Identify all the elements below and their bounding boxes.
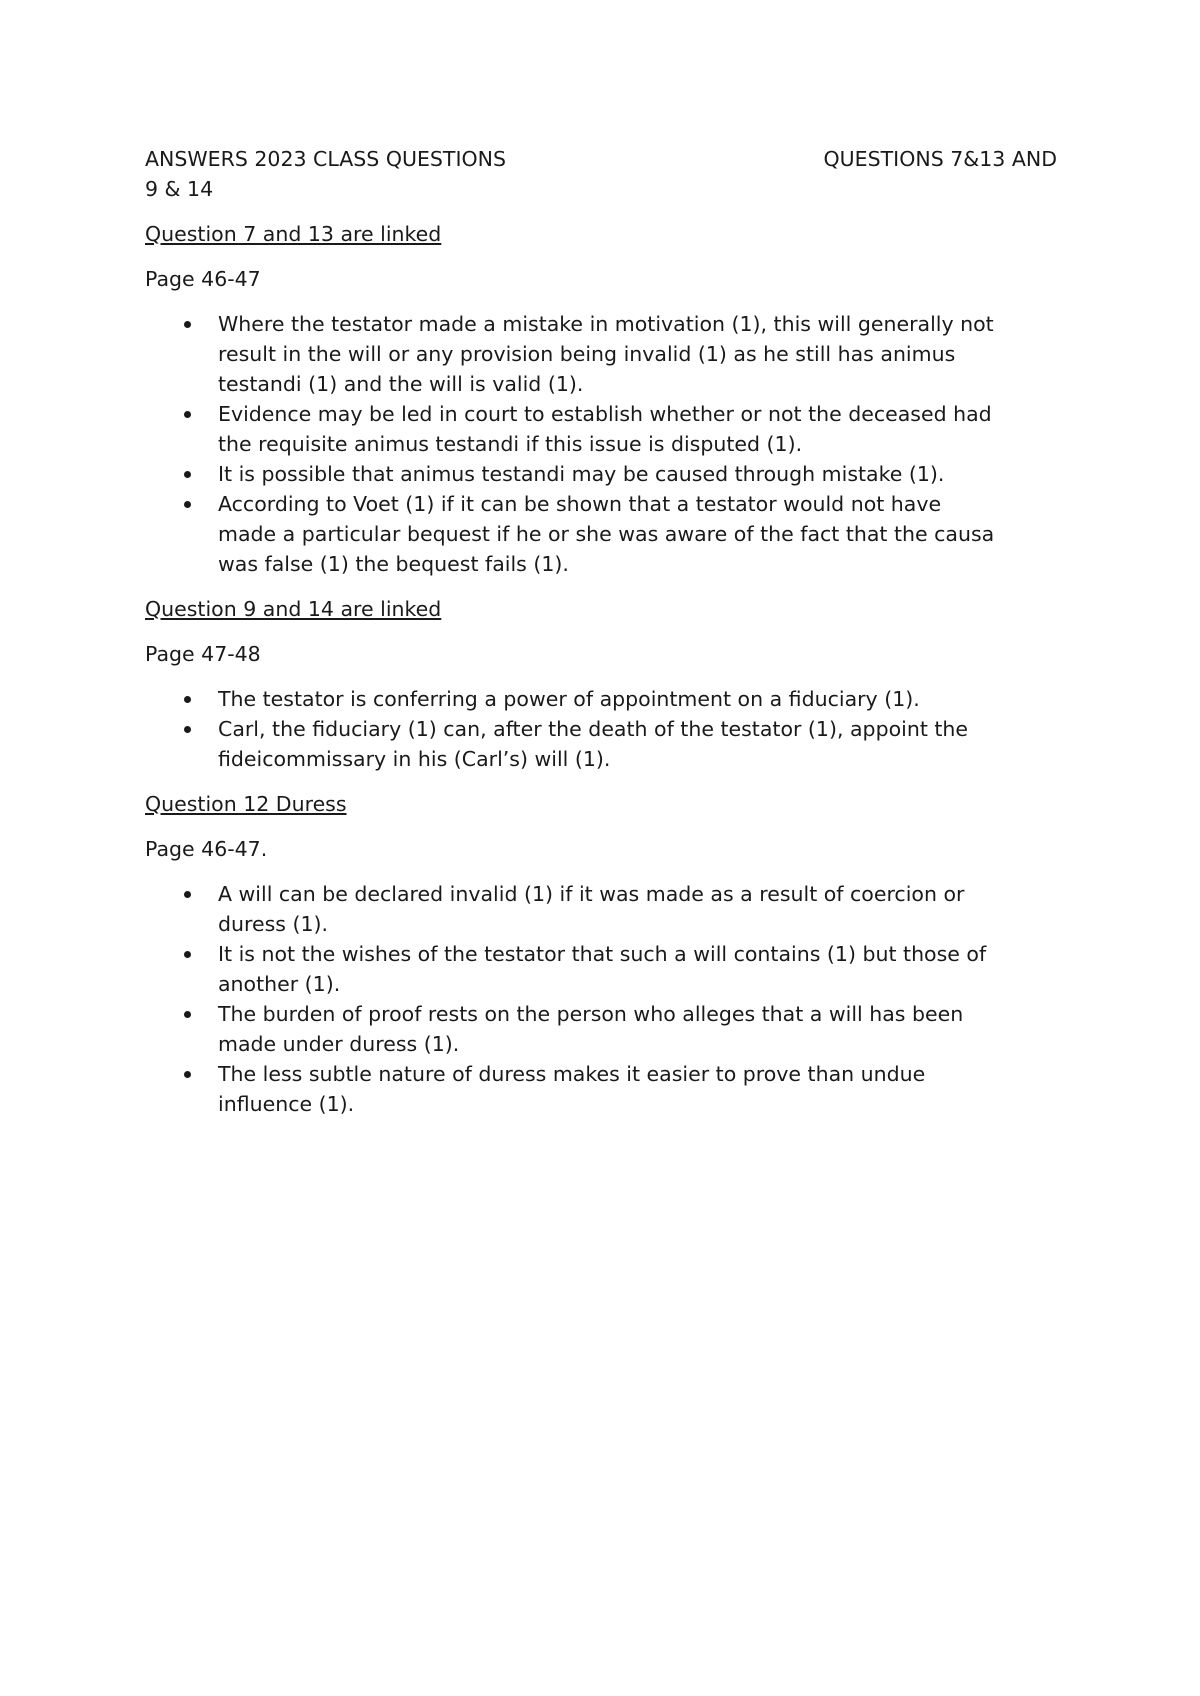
bullet-icon: [184, 321, 191, 328]
list-item: [145, 684, 1000, 714]
list-item-text: The less subtle nature of duress makes it easier to prove than undue influence (1).: [218, 1062, 926, 1116]
page-reference: Page 46-47.: [145, 837, 268, 861]
list-item: [145, 999, 1000, 1059]
list-item-text: Carl, the fiduciary (1) can, after the death of the testator (1), appoint the fideicommissary in his (Carl’s) will (1).: [218, 717, 969, 771]
section-heading: Question 9 and 14 are linked: [145, 597, 442, 621]
list-item: [145, 489, 1000, 579]
bullet-icon: [184, 411, 191, 418]
bullet-icon: [184, 726, 191, 733]
bullet-icon: [184, 951, 191, 958]
list-item: [145, 399, 1000, 459]
list-item-text: Evidence may be led in court to establish whether or not the deceased had the requisite animus testandi if this issue is disputed (1).: [218, 402, 992, 456]
page-reference: Page 47-48: [145, 642, 261, 666]
list-item: [145, 939, 1000, 999]
list-item: [145, 309, 1000, 399]
bullet-list: [145, 879, 1065, 1119]
list-item: [145, 459, 1000, 489]
header-continuation: 9 & 14: [145, 177, 214, 201]
list-item-text: A will can be declared invalid (1) if it was made as a result of coercion or duress (1).: [218, 882, 965, 936]
section-q7-q13: [145, 219, 1065, 579]
list-item: [145, 714, 1000, 774]
section-q9-q14: [145, 594, 1065, 774]
bullet-list: [145, 309, 1065, 579]
list-item-text: The testator is conferring a power of appointment on a fiduciary (1).: [218, 687, 920, 711]
bullet-icon: [184, 501, 191, 508]
bullet-icon: [184, 471, 191, 478]
list-item: [145, 1059, 1000, 1119]
bullet-list: [145, 684, 1065, 774]
list-item-text: Where the testator made a mistake in motivation (1), this will generally not result in the will or any provision being invalid (1) as he still has animus testandi (1) and the will is valid (1).: [218, 312, 994, 396]
section-heading: Question 7 and 13 are linked: [145, 222, 442, 246]
page-reference: Page 46-47: [145, 267, 261, 291]
bullet-icon: [184, 1071, 191, 1078]
document-page: [145, 144, 1065, 1119]
bullet-icon: [184, 1011, 191, 1018]
document-header: [145, 144, 1057, 174]
list-item-text: According to Voet (1) if it can be shown that a testator would not have made a particular bequest if he or she was aware of the fact that the causa was false (1) the bequest fails (1).: [218, 492, 995, 576]
bullet-icon: [184, 696, 191, 703]
header-title: ANSWERS 2023 CLASS QUESTIONS: [145, 147, 506, 171]
list-item-text: The burden of proof rests on the person who alleges that a will has been made under duress (1).: [218, 1002, 964, 1056]
list-item-text: It is not the wishes of the testator that such a will contains (1) but those of another (1).: [218, 942, 987, 996]
list-item-text: It is possible that animus testandi may be caused through mistake (1).: [218, 462, 945, 486]
bullet-icon: [184, 891, 191, 898]
section-q12-duress: [145, 789, 1065, 1119]
header-questions: QUESTIONS 7&13 AND: [823, 147, 1057, 171]
section-heading: Question 12 Duress: [145, 792, 347, 816]
list-item: [145, 879, 1000, 939]
